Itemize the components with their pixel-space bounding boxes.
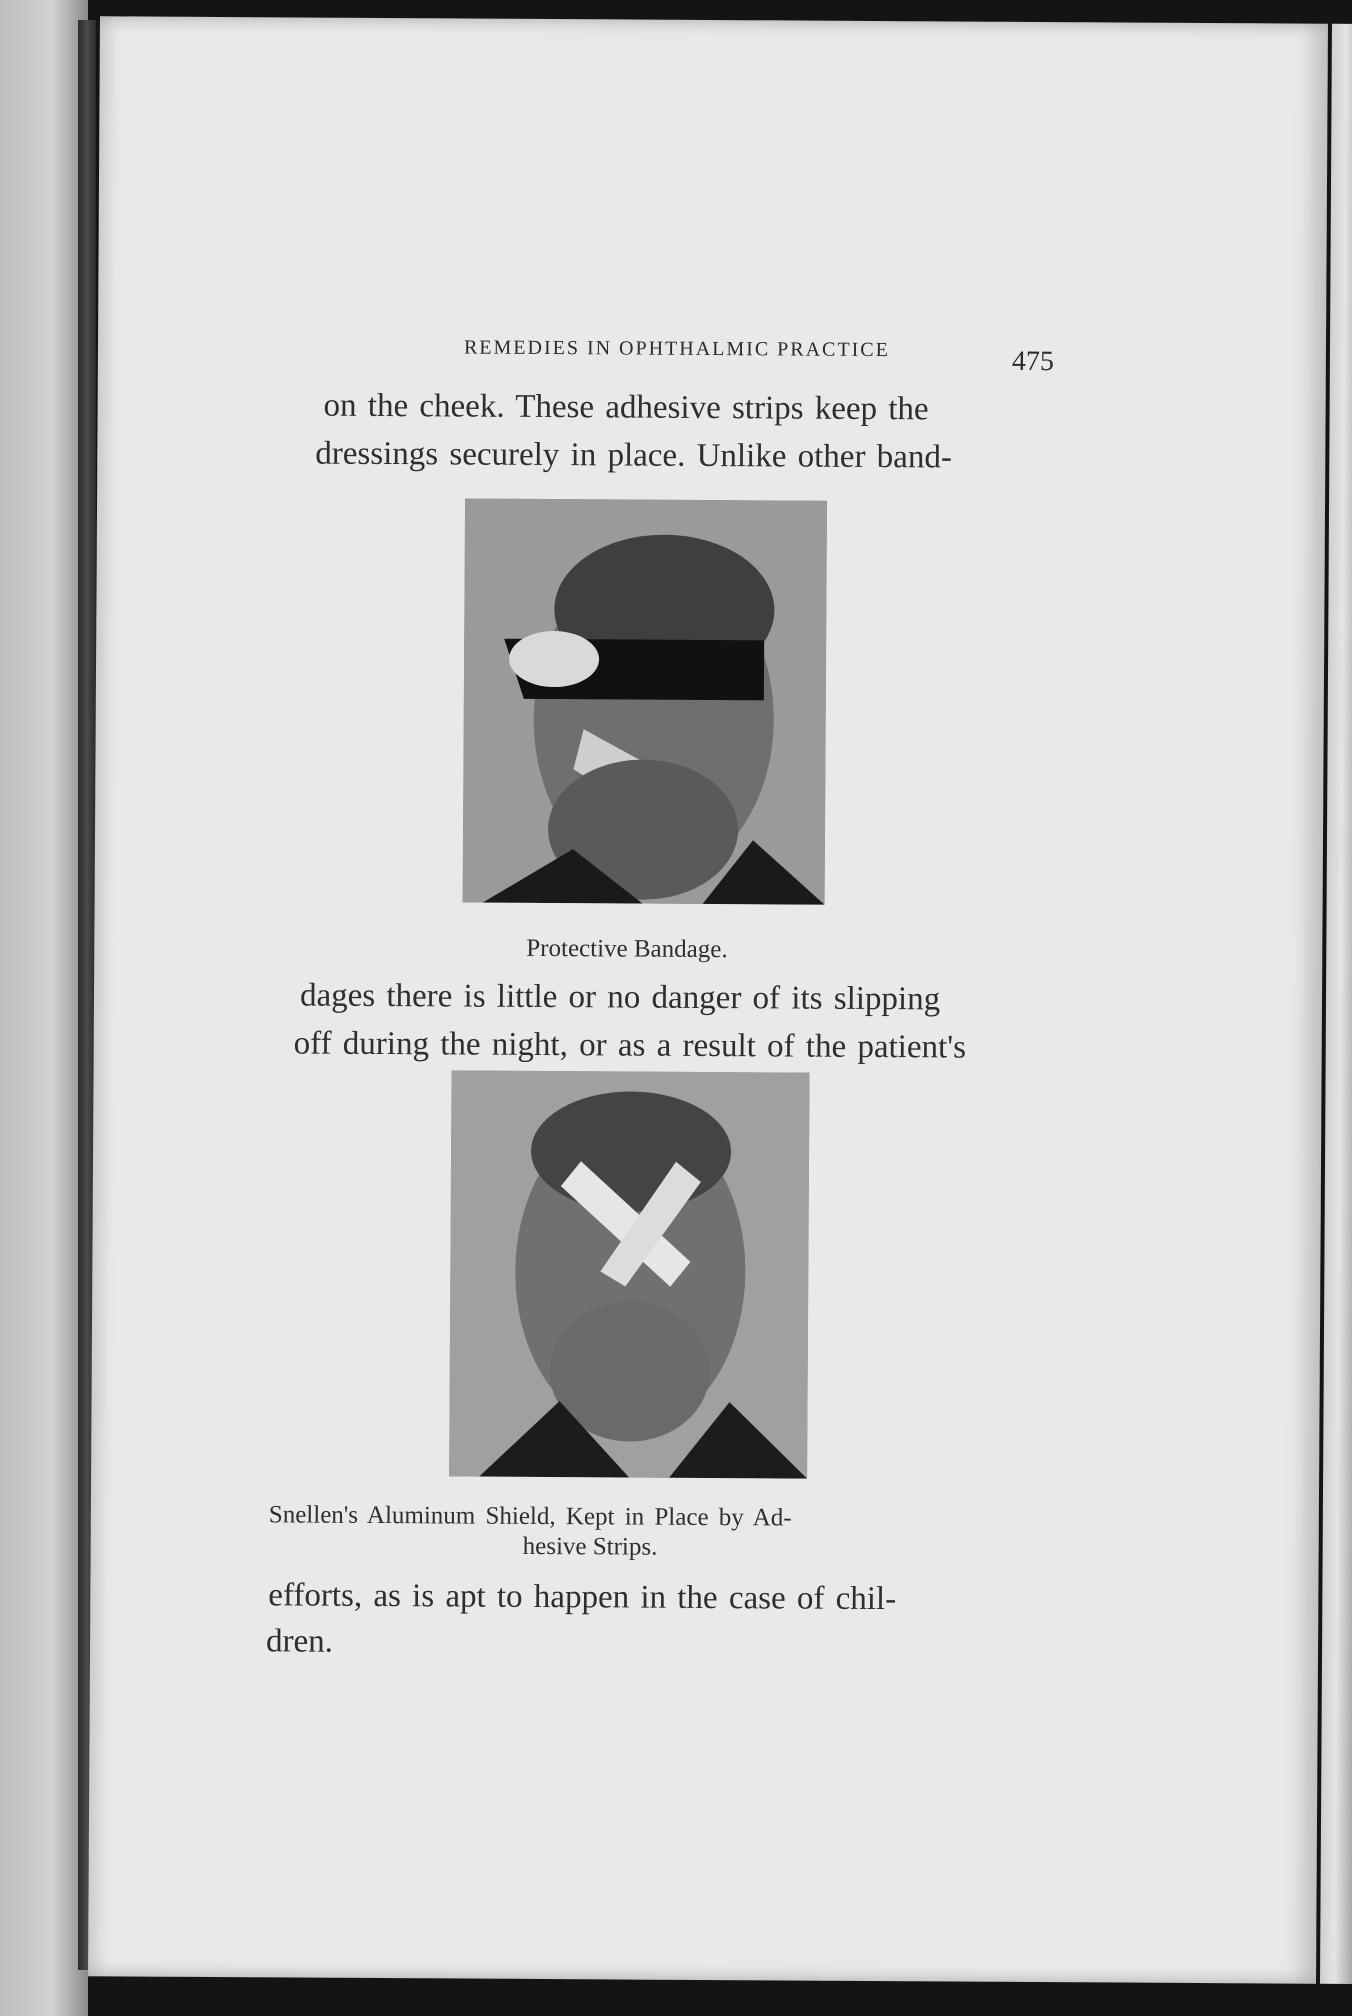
figure-caption: hesive Strips. <box>522 1532 658 1561</box>
facing-page-edge <box>0 0 88 2016</box>
body-text-line: off during the night, or as a result of the patient's <box>293 1025 967 1066</box>
body-text-line: dren. <box>265 1623 334 1660</box>
body-text-line: efforts, as is apt to happen in the case of chil- <box>268 1577 897 1618</box>
protective-bandage-photo <box>463 499 827 905</box>
page-stack-edge <box>1320 24 1352 1984</box>
figure-caption: Protective Bandage. <box>526 934 728 964</box>
figure-caption: Snellen's Aluminum Shield, Kept in Place by Ad- <box>268 1501 792 1532</box>
aluminum-shield-photo <box>449 1070 809 1478</box>
body-text-line: dages there is little or no danger of its slipping <box>299 977 941 1018</box>
body-text-line: on the cheek. These adhesive strips keep the <box>323 387 929 428</box>
page-number: 475 <box>1011 345 1055 378</box>
running-head: REMEDIES IN OPHTHALMIC PRACTICE <box>463 336 890 362</box>
book-page <box>88 16 1328 1983</box>
body-text-line: dressings securely in place. Unlike other band- <box>315 435 952 476</box>
